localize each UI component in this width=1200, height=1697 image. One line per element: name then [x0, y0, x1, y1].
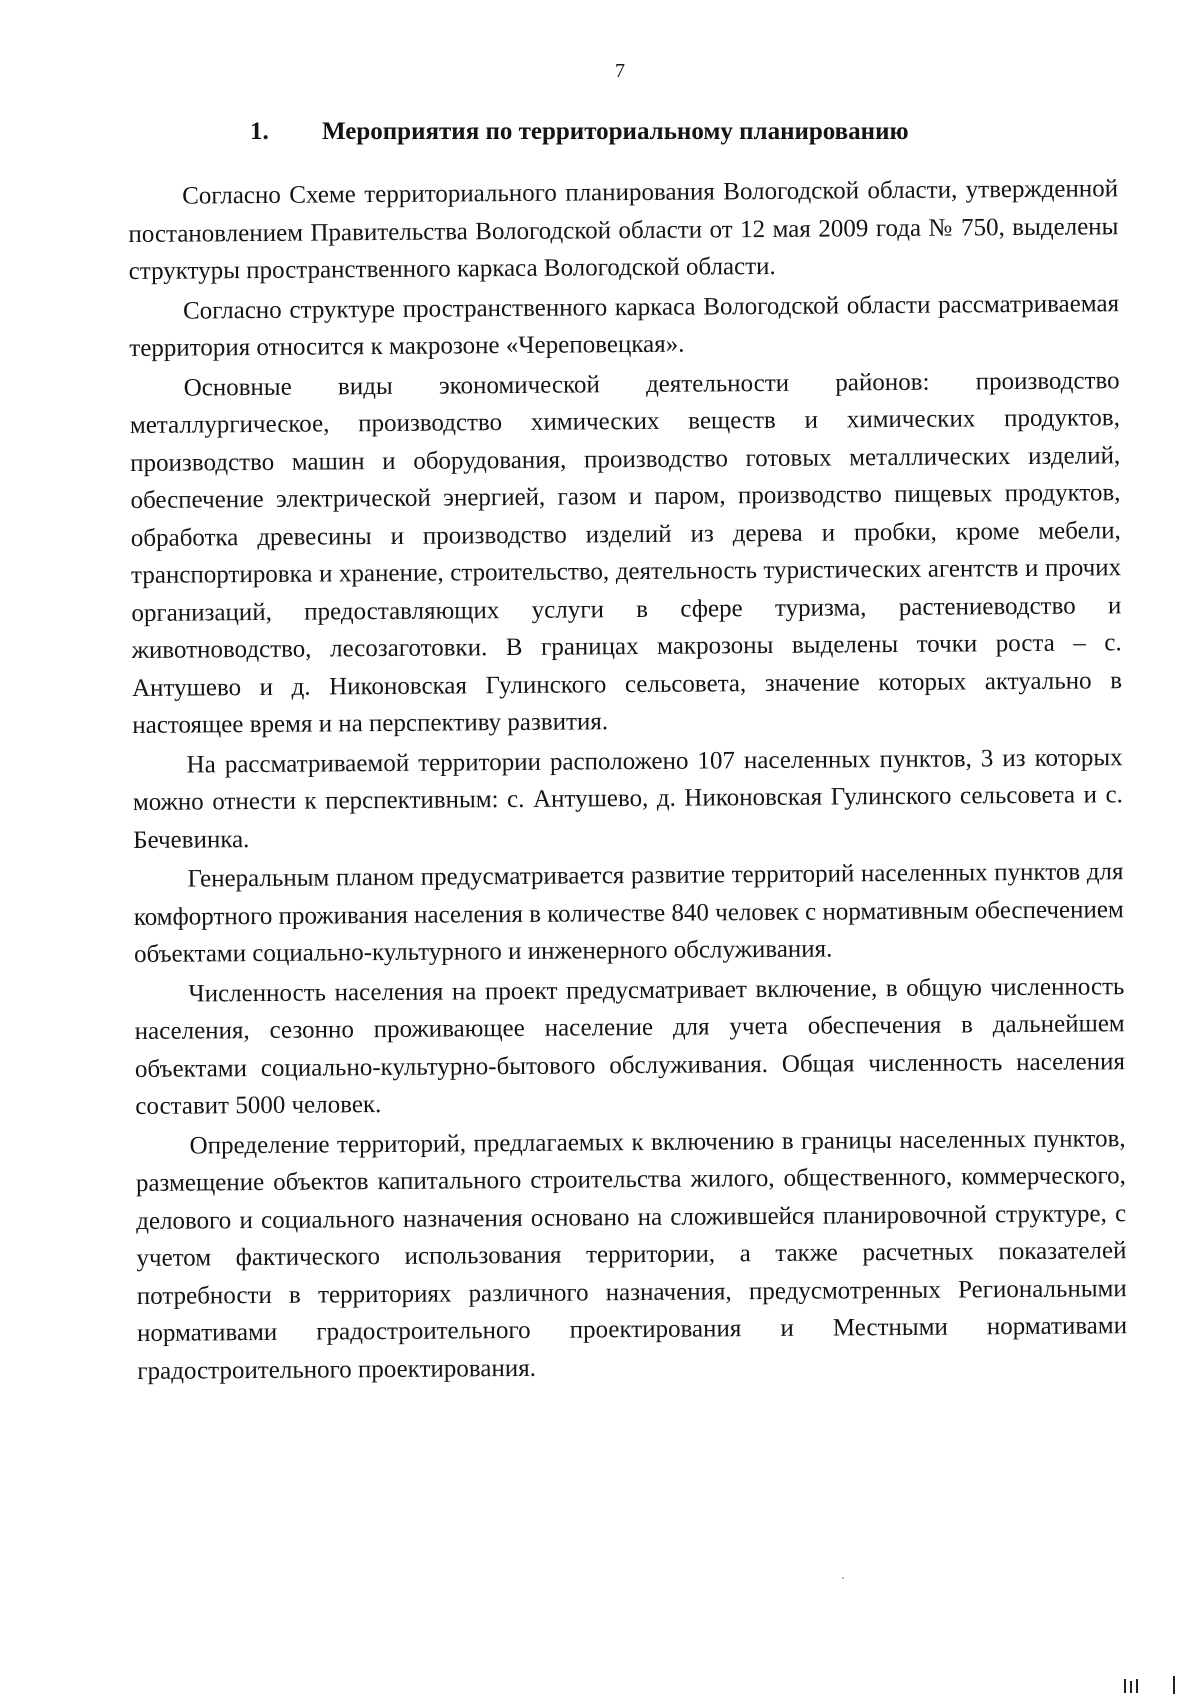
- paragraph: Определение территорий, предлагаемых к включению в границы населенных пунктов, размещение объектов капитального строительства жилого, общественного, коммерческого, делового и социального назначения основано на сложившейся планировочной структуре, с учетом фактического использования территории, а также расчетных показателей потребности в территориях различного назначения, предусмотренных Региональными нормативами градостроительного проектирования и Местными нормативами градостроительного проектирования.: [135, 1124, 1128, 1385]
- paragraph: Генеральным планом предусматривается развитие территорий населенных пунктов для комфортного проживания населения в количестве 840 человек с нормативным обеспечением объектами социально-культурного и инженерного обслуживания.: [133, 858, 1124, 968]
- section-number: 1.: [250, 118, 269, 145]
- section-body: [128, 170, 1127, 1390]
- paragraph: Численность населения на проект предусматривает включение, в общую численность населения, сезонно проживающее население для учета обеспечения в дальнейшем объектами социально-культурно-бытового обслуживания. Общая численность населения составит 5000 человек.: [134, 972, 1126, 1120]
- scan-speck: [842, 1577, 844, 1579]
- paragraph: Согласно Схеме территориального планирования Вологодской области, утвержденной постановлением Правительства Вологодской области от 12 мая 2009 года № 750, выделены структуры пространственного каркаса Вологодской области.: [128, 175, 1119, 285]
- paragraph: Согласно структуре пространственного каркаса Вологодской области рассматриваемая территория относится к макрозоне «Череповецкая».: [129, 289, 1120, 362]
- page-number: 7: [615, 60, 625, 82]
- paragraph: На рассматриваемой территории расположено 107 населенных пунктов, 3 из которых можно отнести к перспективным: с. Антушево, д. Никоновская Гулинского сельсовета и с. Бечевинка.: [132, 743, 1123, 854]
- section-title: Мероприятия по территориальному планированию: [322, 118, 909, 145]
- paragraph: Основные виды экономической деятельности районов: производство металлургическое, производство химических веществ и химических продуктов, производство машин и оборудования, производство готовых металлических изделий, обеспечение электрической энергией, газом и паром, производство пищевых продуктов, обработка древесины и производство изделий из дерева и пробки, кроме мебели, транспортировка и хранение, строительство, деятельность туристических агентств и прочих организаций, предоставляющих услуги в сфере туризма, растениеводство и животноводство, лесозаготовки. В границах макрозоны выделены точки роста – с. Антушево и д. Никоновская Гулинского сельсовета, значение которых актуально в настоящее время и на перспективу развития.: [129, 366, 1123, 739]
- scan-artifact: [1136, 1679, 1138, 1693]
- scan-artifact: [1124, 1679, 1126, 1693]
- scan-artifact: [1173, 1676, 1175, 1694]
- section-heading: [250, 118, 909, 146]
- scan-artifact: [1130, 1681, 1132, 1693]
